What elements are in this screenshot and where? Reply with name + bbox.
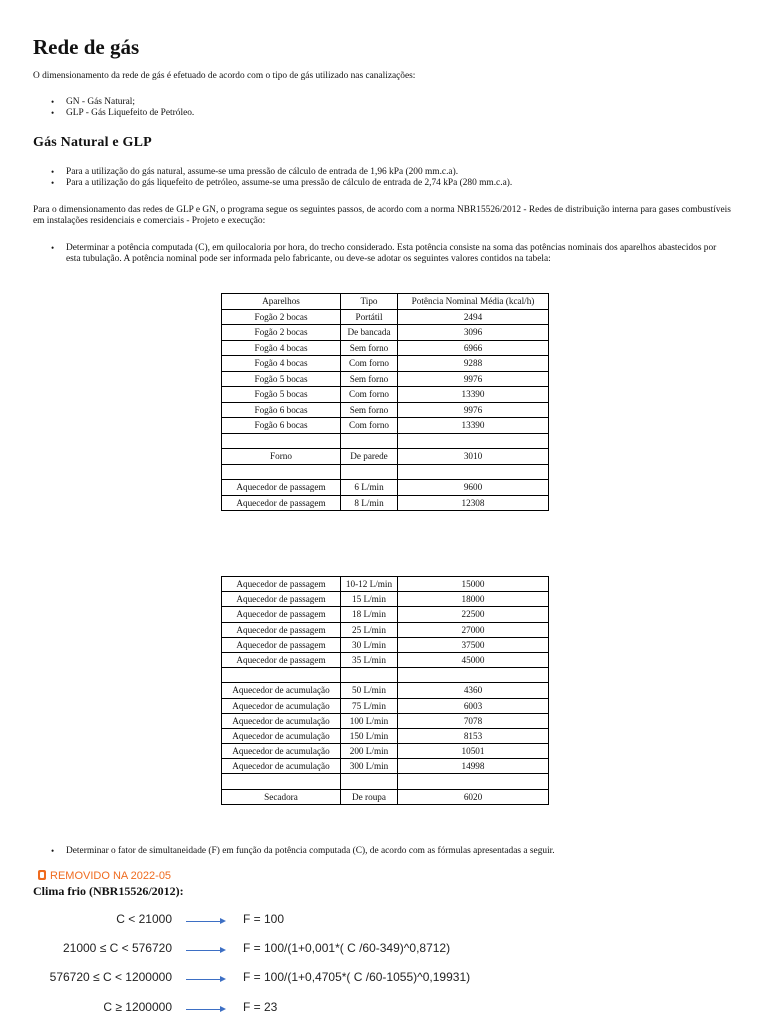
gas-types-list [33,97,733,119]
table-body [222,577,549,805]
step2-list [33,846,733,857]
arrow-right-icon [186,950,224,951]
table-cell: Fogão 6 bocas [222,402,341,418]
formula-result: F = 100/(1+0,4705*( C /60-1055)^0,19931) [243,970,471,984]
table-row [222,577,549,592]
table-cell: 18000 [398,592,549,607]
table-cell: Aquecedor de acumulação [222,759,341,774]
formula-condition: 576720 ≤ C < 1200000 [49,970,172,984]
table-cell: 14998 [398,759,549,774]
table-cell: Fogão 5 bocas [222,387,341,403]
table-cell: 9976 [398,402,549,418]
table-cell: 10-12 L/min [341,577,398,592]
table-row [222,592,549,607]
table-cell: Sem forno [341,402,398,418]
table-cell [222,774,341,789]
intro-paragraph: O dimensionamento da rede de gás é efetuado de acordo com o tipo de gás utilizado nas canalizações: [33,71,416,81]
table-row [222,464,549,480]
formula-condition: C < 21000 [116,912,172,926]
table-row [222,387,549,403]
table-row [222,622,549,637]
table-row [222,480,549,496]
table-cell: 3010 [398,449,549,465]
table-cell: 10501 [398,744,549,759]
table-row [222,309,549,325]
table-row [222,340,549,356]
arrow-right-icon [186,921,224,922]
table-row [222,683,549,698]
header-cell: Tipo [341,294,398,310]
table-row [222,713,549,728]
list-item: • Determinar o fator de simultaneidade (F) em função da potência computada (C), de acordo com as fórmulas apresentadas a seguir. [33,846,733,857]
table-cell: 13390 [398,418,549,434]
table-cell [341,433,398,449]
formula-condition: C ≥ 1200000 [103,1000,172,1014]
norm-paragraph: Para o dimensionamento das redes de GLP e GN, o programa segue os seguintes passos, de acordo com a norma NBR15526/2012 - Redes de distribuição interna para gases combustíveis em instalações residenciais e comerciais - Projeto e execução: [33,205,731,226]
table-cell: Com forno [341,356,398,372]
table-cell: 18 L/min [341,607,398,622]
power-table-2 [221,576,549,805]
formula-condition: 21000 ≤ C < 576720 [62,941,172,955]
table-cell: Com forno [341,418,398,434]
table-row [222,728,549,743]
table-cell: 27000 [398,622,549,637]
table-cell [341,464,398,480]
list-item: • Determinar a potência computada (C), em quilocaloria por hora, do trecho considerado. Esta potência consiste na soma das potências nominais dos aparelhos abastecidos por esta tubulação. A potência nominal pode ser informada pelo fabricante, ou deve-se adotar os seguintes valores contidos na tabela: [33,243,723,265]
table-cell: 15000 [398,577,549,592]
arrow-right-icon [186,979,224,980]
table-cell: Fogão 4 bocas [222,340,341,356]
table-body [222,294,549,511]
table-row [222,356,549,372]
list-item: • GLP - Gás Liquefeito de Petróleo. [33,108,733,119]
header-cell: Aparelhos [222,294,341,310]
clima-frio-heading: Clima frio (NBR15526/2012): [33,884,184,898]
formula-row [0,941,768,961]
table-cell: De parede [341,449,398,465]
table-cell: Aquecedor de passagem [222,607,341,622]
arrow-right-icon [186,1009,224,1010]
page-title: Rede de gás [33,35,140,59]
table-cell: Aquecedor de passagem [222,480,341,496]
table-row [222,325,549,341]
table-cell: Aquecedor de passagem [222,622,341,637]
table-cell: Aquecedor de passagem [222,592,341,607]
badge-icon [38,870,46,880]
table-cell: 9288 [398,356,549,372]
table-cell: 150 L/min [341,728,398,743]
table-cell: Portátil [341,309,398,325]
formula-row [0,1000,768,1020]
table-cell: Fogão 6 bocas [222,418,341,434]
table-cell: 200 L/min [341,744,398,759]
table-cell [341,668,398,683]
list-item: • Para a utilização do gás natural, assume-se uma pressão de cálculo de entrada de 1,96 kPa (200 mm.c.a). [33,167,733,178]
table-cell [222,433,341,449]
table-cell [222,464,341,480]
table-cell: Aquecedor de passagem [222,637,341,652]
removed-badge-label: REMOVIDO NA 2022-05 [50,870,172,882]
table-cell: Secadora [222,789,341,804]
table-cell: Sem forno [341,371,398,387]
table-cell: Aquecedor de acumulação [222,744,341,759]
table-cell: 9976 [398,371,549,387]
table-cell: Aquecedor de acumulação [222,683,341,698]
table-cell [398,464,549,480]
table-cell: Com forno [341,387,398,403]
table-row [222,371,549,387]
table-cell [398,774,549,789]
table-cell: Sem forno [341,340,398,356]
table-cell: 22500 [398,607,549,622]
table-row [222,607,549,622]
table-row [222,652,549,667]
table-cell: Fogão 2 bocas [222,325,341,341]
list-item: • GN - Gás Natural; [33,97,733,108]
power-table-1 [221,293,549,511]
table-cell: 6 L/min [341,480,398,496]
formula-row [0,970,768,990]
table-cell: Aquecedor de passagem [222,495,341,511]
table-cell: 75 L/min [341,698,398,713]
section-heading: Gás Natural e GLP [33,135,152,150]
table-cell [398,668,549,683]
table-cell [341,774,398,789]
table-cell: 13390 [398,387,549,403]
header-cell: Potência Nominal Média (kcal/h) [398,294,549,310]
table-row [222,668,549,683]
table-row [222,698,549,713]
removed-badge [38,870,171,882]
table-cell: Aquecedor de acumulação [222,728,341,743]
table-cell: De roupa [341,789,398,804]
table-cell: Fogão 2 bocas [222,309,341,325]
table-cell: Aquecedor de acumulação [222,713,341,728]
table-cell: 15 L/min [341,592,398,607]
table-cell: 6003 [398,698,549,713]
table-cell: 8153 [398,728,549,743]
table-cell: 35 L/min [341,652,398,667]
formula-result: F = 100 [243,912,285,926]
table-cell: Aquecedor de passagem [222,652,341,667]
table-row [222,418,549,434]
table-cell: 12308 [398,495,549,511]
table-header-row [222,294,549,310]
table-cell: 300 L/min [341,759,398,774]
table-cell: De bancada [341,325,398,341]
table-cell: 45000 [398,652,549,667]
table-cell: 8 L/min [341,495,398,511]
table-row [222,744,549,759]
formula-result: F = 23 [243,1000,278,1014]
table-cell [398,433,549,449]
table-cell: 50 L/min [341,683,398,698]
table-cell: 25 L/min [341,622,398,637]
table-cell: 9600 [398,480,549,496]
table-row [222,495,549,511]
table-row [222,637,549,652]
table-cell: 3096 [398,325,549,341]
table-row [222,449,549,465]
table-cell: Forno [222,449,341,465]
table-cell: Aquecedor de passagem [222,577,341,592]
formula-result: F = 100/(1+0,001*( C /60-349)^0,8712) [243,941,451,955]
table-row [222,774,549,789]
step1-list [33,243,723,265]
table-cell [222,668,341,683]
table-cell: Fogão 4 bocas [222,356,341,372]
table-row [222,402,549,418]
list-item: • Para a utilização do gás liquefeito de petróleo, assume-se uma pressão de cálculo de entrada de 2,74 kPa (280 mm.c.a). [33,178,733,189]
table-cell: Aquecedor de acumulação [222,698,341,713]
pressure-list [33,167,733,189]
table-row [222,433,549,449]
table-row [222,789,549,804]
table-cell: 7078 [398,713,549,728]
table-cell: Fogão 5 bocas [222,371,341,387]
table-cell: 6966 [398,340,549,356]
table-cell: 6020 [398,789,549,804]
table-cell: 37500 [398,637,549,652]
table-cell: 30 L/min [341,637,398,652]
table-cell: 4360 [398,683,549,698]
table-cell: 2494 [398,309,549,325]
table-cell: 100 L/min [341,713,398,728]
formula-row [0,912,768,932]
table-row [222,759,549,774]
